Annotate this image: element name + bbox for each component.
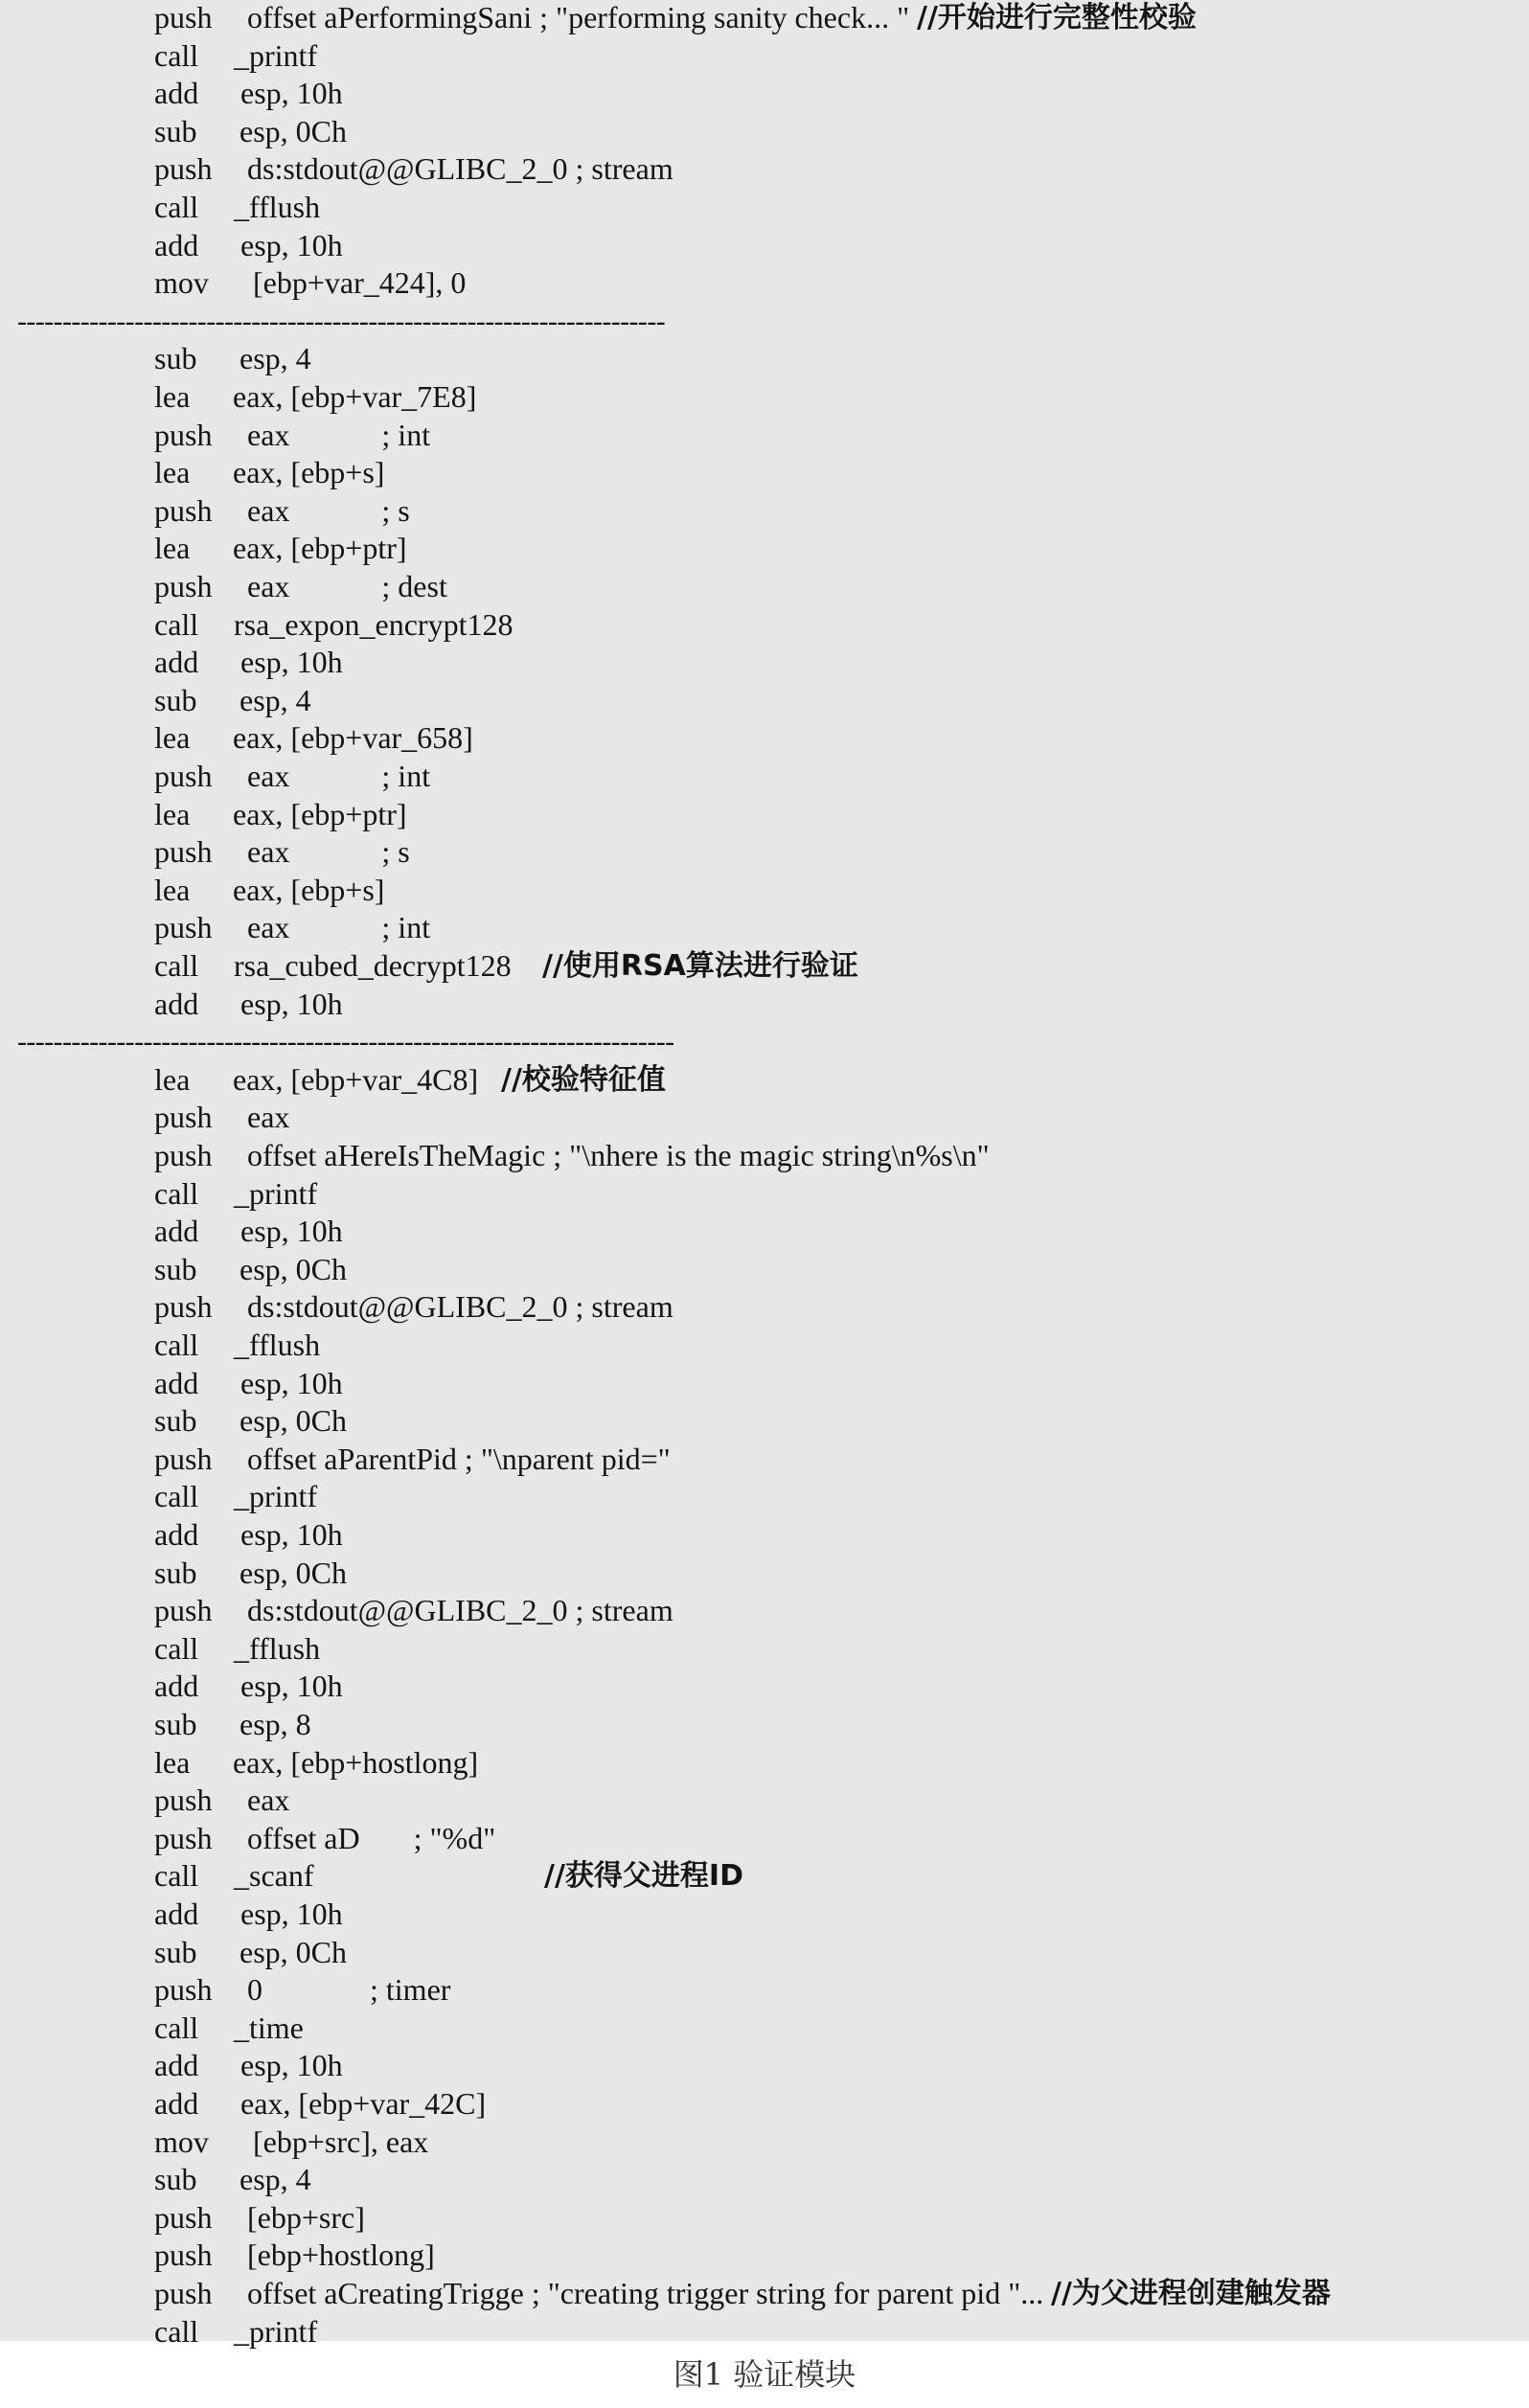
instruction-operands: eax ; s bbox=[247, 492, 410, 528]
instruction-opcode: call bbox=[154, 1858, 199, 1894]
code-line bbox=[0, 1365, 1529, 1403]
instruction-opcode: mov bbox=[154, 265, 209, 301]
instruction-opcode: call bbox=[154, 190, 199, 224]
instruction-operands: offset aD ; "%d" bbox=[247, 1820, 496, 1855]
instruction-opcode: push bbox=[154, 1820, 213, 1855]
instruction-opcode: sub bbox=[154, 2162, 197, 2197]
instruction-operands: esp, 10h bbox=[240, 986, 343, 1021]
code-line bbox=[0, 2124, 1529, 2162]
instruction-opcode: push bbox=[154, 151, 213, 187]
instruction-operands: esp, 10h bbox=[240, 1517, 343, 1552]
instruction-opcode: add bbox=[154, 227, 199, 262]
code-line bbox=[0, 417, 1529, 455]
instruction-opcode: sub bbox=[154, 1707, 197, 1741]
instruction-operands: eax, [ebp+ptr] bbox=[233, 531, 407, 566]
code-line bbox=[0, 530, 1529, 568]
code-line bbox=[0, 1516, 1529, 1555]
instruction-opcode: push bbox=[154, 1593, 213, 1628]
instruction-opcode: add bbox=[154, 1897, 199, 1931]
instruction-operands: _printf bbox=[234, 37, 318, 73]
code-line bbox=[0, 37, 1529, 76]
code-line bbox=[0, 1099, 1529, 1137]
code-line bbox=[0, 1706, 1529, 1744]
instruction-opcode: lea bbox=[154, 455, 191, 490]
instruction-opcode: push bbox=[154, 1138, 213, 1172]
annotation-comment: //为父进程创建触发器 bbox=[1051, 2277, 1331, 2310]
code-line bbox=[0, 1934, 1529, 1972]
code-line bbox=[0, 833, 1529, 872]
code-line bbox=[0, 340, 1529, 378]
instruction-opcode: lea bbox=[154, 1744, 191, 1780]
instruction-operands: [ebp+src] bbox=[247, 2199, 365, 2235]
instruction-opcode: sub bbox=[154, 1251, 197, 1286]
code-line bbox=[0, 872, 1529, 910]
instruction-operands: offset aHereIsTheMagic ; "\nhere is the magic string\n%s\n" bbox=[247, 1138, 990, 1172]
instruction-opcode: push bbox=[154, 834, 213, 870]
code-line bbox=[0, 986, 1529, 1024]
code-line bbox=[0, 947, 1529, 986]
code-line bbox=[0, 682, 1529, 720]
code-line bbox=[0, 1288, 1529, 1327]
code-line bbox=[0, 150, 1529, 189]
code-line bbox=[0, 264, 1529, 303]
instruction-opcode: add bbox=[154, 1669, 199, 1704]
code-line bbox=[0, 1971, 1529, 2010]
instruction-operands: esp, 10h bbox=[240, 2048, 343, 2083]
instruction-opcode: lea bbox=[154, 872, 191, 907]
code-line bbox=[0, 1478, 1529, 1516]
code-line bbox=[0, 644, 1529, 682]
instruction-operands: _fflush bbox=[234, 1630, 321, 1666]
instruction-operands: esp, 10h bbox=[240, 1365, 343, 1400]
instruction-opcode: call bbox=[154, 948, 199, 983]
instruction-opcode: call bbox=[154, 2313, 199, 2349]
code-line bbox=[0, 2237, 1529, 2275]
instruction-opcode: add bbox=[154, 1365, 199, 1400]
instruction-opcode: add bbox=[154, 2048, 199, 2083]
code-line bbox=[0, 568, 1529, 606]
code-line bbox=[0, 2199, 1529, 2238]
instruction-opcode: lea bbox=[154, 379, 191, 414]
instruction-operands: esp, 0Ch bbox=[240, 1934, 347, 1969]
instruction-operands: eax ; int bbox=[247, 759, 431, 793]
instruction-opcode: push bbox=[154, 417, 213, 452]
code-line bbox=[0, 1668, 1529, 1706]
annotation-comment: //开始进行完整性校验 bbox=[917, 1, 1197, 34]
instruction-opcode: call bbox=[154, 1175, 199, 1211]
instruction-operands: eax ; dest bbox=[247, 569, 447, 603]
instruction-opcode: sub bbox=[154, 1934, 197, 1969]
instruction-opcode: call bbox=[154, 1479, 199, 1514]
instruction-operands: ds:stdout@@GLIBC_2_0 ; stream bbox=[247, 151, 673, 187]
instruction-operands: esp, 10h bbox=[240, 76, 343, 111]
instruction-operands: esp, 10h bbox=[240, 645, 343, 680]
instruction-operands: eax bbox=[247, 1100, 290, 1135]
code-line bbox=[0, 1630, 1529, 1669]
code-line bbox=[0, 1251, 1529, 1289]
instruction-operands: esp, 4 bbox=[240, 2162, 311, 2197]
instruction-opcode: call bbox=[154, 2010, 199, 2045]
code-line bbox=[0, 1896, 1529, 1934]
code-line bbox=[0, 1592, 1529, 1630]
instruction-operands: _printf bbox=[234, 1479, 318, 1514]
code-line bbox=[0, 2010, 1529, 2048]
instruction-opcode: push bbox=[154, 2199, 213, 2235]
instruction-operands: esp, 0Ch bbox=[240, 113, 347, 148]
instruction-opcode: add bbox=[154, 986, 199, 1021]
instruction-operands: eax ; int bbox=[247, 417, 431, 452]
code-line bbox=[0, 2275, 1529, 2313]
instruction-operands: [ebp+var_424], 0 bbox=[253, 265, 467, 301]
instruction-operands: eax, [ebp+var_7E8] bbox=[233, 379, 477, 414]
instruction-operands: eax, [ebp+var_4C8] bbox=[233, 1061, 502, 1097]
instruction-opcode: push bbox=[154, 1783, 213, 1818]
instruction-opcode: push bbox=[154, 1289, 213, 1325]
code-line bbox=[0, 2085, 1529, 2124]
instruction-operands: eax, [ebp+s] bbox=[233, 455, 385, 490]
instruction-operands: esp, 0Ch bbox=[240, 1403, 347, 1439]
instruction-opcode: sub bbox=[154, 682, 197, 717]
instruction-operands: [ebp+src], eax bbox=[253, 2124, 429, 2159]
code-line bbox=[0, 2047, 1529, 2085]
instruction-opcode: call bbox=[154, 606, 199, 642]
instruction-operands: _fflush bbox=[234, 190, 321, 224]
instruction-operands: esp, 0Ch bbox=[240, 1251, 347, 1286]
instruction-opcode: lea bbox=[154, 1061, 191, 1097]
instruction-operands: rsa_cubed_decrypt128 bbox=[234, 948, 542, 983]
instruction-operands: esp, 8 bbox=[240, 1707, 311, 1741]
instruction-operands: ds:stdout@@GLIBC_2_0 ; stream bbox=[247, 1593, 673, 1628]
code-line bbox=[0, 758, 1529, 796]
instruction-opcode: sub bbox=[154, 1403, 197, 1439]
code-line bbox=[0, 1441, 1529, 1479]
code-line bbox=[0, 719, 1529, 758]
instruction-operands: eax, [ebp+var_658] bbox=[233, 720, 473, 756]
code-line bbox=[0, 189, 1529, 227]
instruction-opcode: lea bbox=[154, 531, 191, 566]
code-line bbox=[0, 75, 1529, 113]
instruction-operands: offset aCreatingTrigge ; "creating trigger string for parent pid "... bbox=[247, 2276, 1052, 2310]
separator-line bbox=[0, 1023, 1529, 1061]
instruction-opcode: sub bbox=[154, 113, 197, 148]
instruction-opcode: mov bbox=[154, 2124, 209, 2159]
instruction-operands: eax, [ebp+ptr] bbox=[233, 796, 407, 831]
instruction-operands: _time bbox=[234, 2010, 304, 2045]
code-line bbox=[0, 2161, 1529, 2199]
instruction-operands: _scanf bbox=[234, 1858, 544, 1894]
instruction-operands: esp, 4 bbox=[240, 341, 311, 376]
separator-dashes: ------------------------------------------------------------------------- bbox=[17, 1026, 674, 1058]
instruction-opcode: push bbox=[154, 759, 213, 793]
instruction-opcode: call bbox=[154, 1328, 199, 1362]
code-line bbox=[0, 492, 1529, 531]
code-line bbox=[0, 1213, 1529, 1251]
code-line bbox=[0, 1744, 1529, 1783]
instruction-operands: offset aParentPid ; "\nparent pid=" bbox=[247, 1441, 671, 1476]
instruction-opcode: add bbox=[154, 1214, 199, 1249]
instruction-opcode: call bbox=[154, 37, 199, 73]
instruction-operands: ds:stdout@@GLIBC_2_0 ; stream bbox=[247, 1289, 673, 1325]
instruction-operands: eax ; int bbox=[247, 910, 431, 945]
code-line bbox=[0, 1555, 1529, 1593]
instruction-opcode: add bbox=[154, 76, 199, 111]
code-line bbox=[0, 1782, 1529, 1820]
instruction-operands: esp, 10h bbox=[240, 1897, 343, 1931]
figure-caption: 图1 验证模块 bbox=[673, 2356, 856, 2393]
code-line bbox=[0, 606, 1529, 645]
separator-line bbox=[0, 303, 1529, 341]
instruction-opcode: push bbox=[154, 0, 213, 34]
instruction-operands: rsa_expon_encrypt128 bbox=[234, 606, 513, 642]
annotation-comment: //获得父进程ID bbox=[544, 1859, 743, 1894]
instruction-opcode: push bbox=[154, 1972, 213, 2008]
instruction-operands: esp, 0Ch bbox=[240, 1555, 347, 1590]
code-line bbox=[0, 378, 1529, 417]
instruction-operands: eax, [ebp+hostlong] bbox=[233, 1744, 479, 1780]
code-line bbox=[0, 113, 1529, 151]
code-line bbox=[0, 1137, 1529, 1175]
instruction-operands: _fflush bbox=[234, 1328, 321, 1362]
instruction-operands: eax bbox=[247, 1783, 290, 1818]
code-line bbox=[0, 1327, 1529, 1365]
instruction-opcode: push bbox=[154, 492, 213, 528]
instruction-opcode: push bbox=[154, 569, 213, 603]
code-line bbox=[0, 0, 1529, 37]
instruction-opcode: push bbox=[154, 2238, 213, 2273]
code-line bbox=[0, 1820, 1529, 1858]
code-line bbox=[0, 1857, 1529, 1896]
instruction-opcode: lea bbox=[154, 720, 191, 756]
instruction-opcode: sub bbox=[154, 341, 197, 376]
instruction-operands: _printf bbox=[234, 1175, 318, 1211]
code-line bbox=[0, 909, 1529, 947]
instruction-opcode: lea bbox=[154, 796, 191, 831]
instruction-opcode: add bbox=[154, 1517, 199, 1552]
code-line bbox=[0, 227, 1529, 265]
code-line bbox=[0, 1061, 1529, 1100]
instruction-opcode: push bbox=[154, 2276, 213, 2310]
instruction-operands: eax ; s bbox=[247, 834, 410, 870]
instruction-opcode: push bbox=[154, 1441, 213, 1476]
instruction-operands: [ebp+hostlong] bbox=[247, 2238, 435, 2273]
annotation-comment: //使用RSA算法进行验证 bbox=[542, 949, 858, 983]
instruction-opcode: push bbox=[154, 1100, 213, 1135]
code-line bbox=[0, 1402, 1529, 1441]
instruction-operands: esp, 10h bbox=[240, 227, 343, 262]
instruction-operands: 0 ; timer bbox=[247, 1972, 451, 2008]
instruction-operands: esp, 4 bbox=[240, 682, 311, 717]
separator-dashes: ------------------------------------------------------------------------ bbox=[17, 305, 666, 337]
annotation-comment: //校验特征值 bbox=[501, 1062, 666, 1097]
instruction-opcode: call bbox=[154, 1630, 199, 1666]
instruction-opcode: push bbox=[154, 910, 213, 945]
code-line bbox=[0, 1175, 1529, 1214]
instruction-operands: esp, 10h bbox=[240, 1214, 343, 1249]
instruction-opcode: sub bbox=[154, 1555, 197, 1590]
instruction-operands: _printf bbox=[234, 2313, 318, 2349]
code-line bbox=[0, 454, 1529, 492]
instruction-operands: eax, [ebp+var_42C] bbox=[240, 2086, 487, 2121]
instruction-operands: esp, 10h bbox=[240, 1669, 343, 1704]
instruction-opcode: add bbox=[154, 2086, 199, 2121]
instruction-operands: offset aPerformingSani ; "performing sanity check... " bbox=[247, 0, 918, 34]
code-line bbox=[0, 796, 1529, 834]
instruction-operands: eax, [ebp+s] bbox=[233, 872, 385, 907]
instruction-opcode: add bbox=[154, 645, 199, 680]
